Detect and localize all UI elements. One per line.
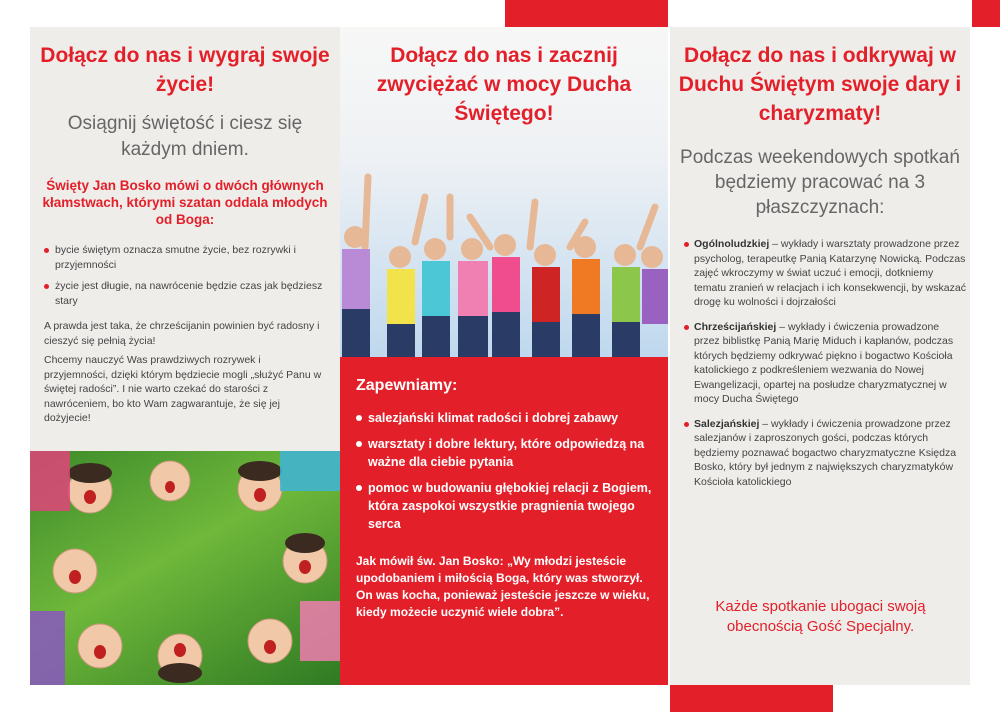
left-paragraph-2: Chcemy nauczyć Was prawdziwych rozrywek i przyjemności, dzięki którym będziecie mogli „służyć Panu w świętej radości”. I nie warto czekać do starości z nawróceniem, bo kto Wam zagwarantuje, że się jej dożyjecie! (44, 354, 322, 424)
right-title: Dołącz do nas i odkrywaj w Duchu Świętym swoje dary i charyzmaty! (678, 44, 962, 125)
left-bullet-list (42, 243, 332, 315)
levels-list (682, 237, 967, 499)
list-item: życie jest długie, na nawrócenie będzie czas jak będziesz stary (42, 279, 332, 308)
assurances-heading: Zapewniamy: (356, 377, 458, 394)
left-lead: Święty Jan Bosko mówi o dwóch głównych kłamstwach, którymi szatan oddala młodych od Boga: (42, 178, 328, 227)
right-panel (670, 27, 970, 685)
left-paragraph-1: A prawda jest taka, że chrześcijanin powinien być radosny i cieszyć się pełnią życia! (44, 320, 320, 347)
list-item: salezjański klimat radości i dobrej zabawy (354, 409, 659, 427)
list-item (682, 320, 967, 407)
middle-title: Dołącz do nas i zacznij zwyciężać w mocy Ducha Świętego! (376, 44, 632, 125)
level-desc: – wykłady i ćwiczenia prowadzone przez biblistkę Panią Marię Miduch i kapłanów, podczas których będziemy odkrywać piękno i bogactwo Kościoła katolickiego z podkreśleniem wezwania do Nowej Ewangelizacji, opartej na posłudze charyzmatycznej w mocy Ducha Świętego (694, 320, 954, 405)
top-red-tab (505, 0, 668, 27)
level-term: Ogólnoludzkiej (694, 238, 770, 250)
level-term: Chrześcijańskiej (694, 320, 777, 333)
right-subtitle: Podczas weekendowych spotkań będziemy pracować na 3 płaszczyznach: (680, 147, 960, 218)
list-item: warsztaty i dobre lektury, które odpowiedzą na ważne dla ciebie pytania (354, 435, 659, 471)
assurances-box (340, 357, 668, 685)
list-item: bycie świętym oznacza smutne życie, bez rozrywki i przyjemności (42, 243, 332, 272)
level-term: Salezjańskiej (694, 417, 760, 430)
bosco-quote: Jak mówił św. Jan Bosko: „Wy młodzi jesteście upodobaniem i miłością Boga, który was stworzył. On was kocha, ponieważ jesteście jeszcze w wieku, kiedy możecie uczynić wiele dobra”. (356, 554, 650, 619)
corner-red-tab (972, 0, 1000, 27)
youth-reaching-up-photo (340, 137, 668, 357)
bottom-red-tab (670, 685, 833, 712)
level-desc: – wykłady i warsztaty prowadzone przez psycholog, terapeutkę Panią Katarzynę Nowicką. Podczas zajęć wkroczymy w świat uczuć i emocji, dotkniemy tematu zranień w relacjach i ich konsekwencji, by wskazać drogę ku wolności i dojrzałości (694, 238, 966, 308)
group-of-youth-shouting-photo (30, 451, 340, 685)
middle-panel (340, 27, 668, 685)
left-panel (30, 27, 340, 685)
list-item: pomoc w budowaniu głębokiej relacji z Bogiem, która zaspokoi wszystkie pragnienia twojego serca (354, 479, 659, 533)
assurances-list (354, 409, 659, 541)
level-desc: – wykłady i ćwiczenia prowadzone przez salezjanów i zaproszonych gości, podczas których będziemy poznawać bogactwo charyzmatyczne Księdza Bosko, który był jednym z największych charyzmatyków Kościoła katolickiego (694, 417, 957, 488)
list-item (682, 417, 967, 490)
right-footer: Każde spotkanie ubogaci swoją obecnością Gość Specjalny. (715, 598, 926, 635)
left-title: Dołącz do nas i wygraj swoje życie! (40, 44, 330, 96)
list-item (682, 237, 967, 310)
left-subtitle: Osiągnij świętość i ciesz się każdym dniem. (67, 113, 303, 160)
